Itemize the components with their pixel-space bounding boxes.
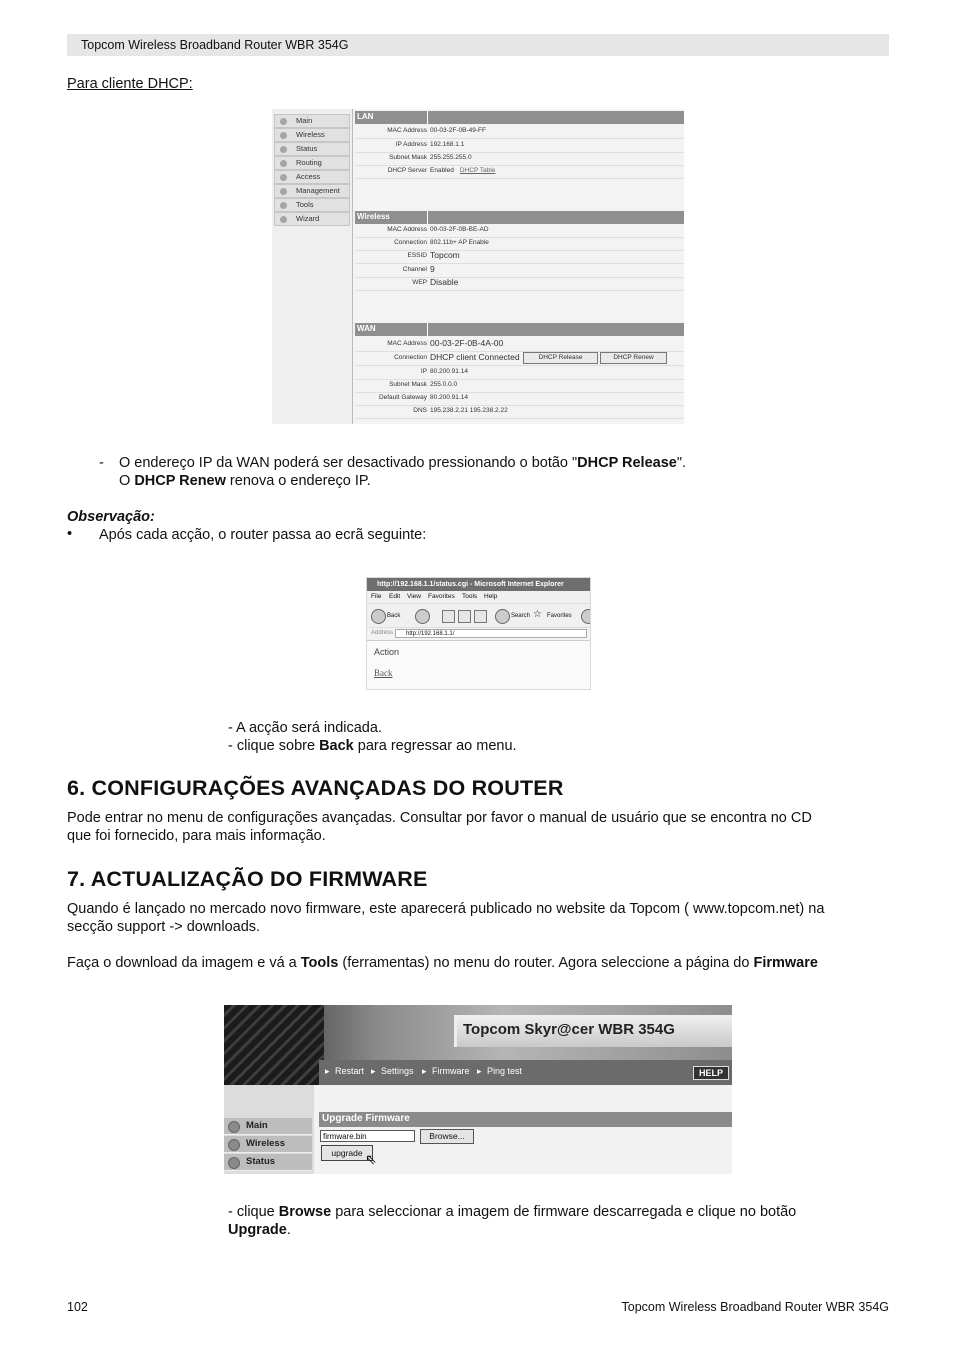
nav-restart[interactable]: Restart <box>335 1066 365 1076</box>
lan-mac-row: MAC Address 00-03-2F-0B-49-FF <box>355 125 684 139</box>
favorites-label: Favorites <box>547 613 572 619</box>
wireless-channel-row: Channel 9 <box>355 264 684 278</box>
menu-help[interactable]: Help <box>484 593 498 600</box>
triangle-icon: ▸ <box>477 1066 482 1076</box>
bullet-icon <box>280 146 287 153</box>
footer-title: Topcom Wireless Broadband Router WBR 354G <box>621 1300 889 1314</box>
star-icon[interactable]: ☆ <box>533 609 542 620</box>
bullet-icon <box>280 202 287 209</box>
note-title: Observação: <box>67 509 155 525</box>
nav-item-tools[interactable]: Tools <box>274 198 350 212</box>
nav-item-routing[interactable]: Routing <box>274 156 350 170</box>
wireless-mac-row: MAC Address 00-03-2F-0B-BE-AD <box>355 224 684 238</box>
menu-favorites[interactable]: Favorites <box>428 593 455 600</box>
home-icon[interactable] <box>474 610 487 623</box>
firmware-screenshot <box>224 1005 732 1174</box>
lan-ip-row: IP Address 192.168.1.1 <box>355 139 684 153</box>
side-item-main[interactable]: Main <box>224 1118 312 1135</box>
nav-settings[interactable]: Settings <box>381 1066 414 1076</box>
section-7-line-3: Faça o download da imagem e vá a Tools (ferramentas) no menu do router. Agora seleccione a página do Firmware <box>67 955 818 971</box>
forward-icon[interactable] <box>415 609 430 624</box>
back-link[interactable]: Back <box>374 668 393 678</box>
stop-icon[interactable] <box>442 610 455 623</box>
nav-ping-test[interactable]: Ping test <box>487 1066 523 1076</box>
page-number: 102 <box>67 1300 88 1314</box>
product-title: Topcom Skyr@cer WBR 354G <box>463 1021 675 1038</box>
section-7-title: 7. ACTUALIZAÇÃO DO FIRMWARE <box>67 867 428 891</box>
menu-file[interactable]: File <box>371 593 382 600</box>
lan-section-header: LAN <box>355 111 684 124</box>
lan-mask-row: Subnet Mask 255.255.255.0 <box>355 152 684 166</box>
search-label: Search <box>511 613 531 619</box>
address-label: Address <box>371 630 394 636</box>
browser-menu-bar <box>367 591 590 603</box>
nav-item-access[interactable]: Access <box>274 170 350 184</box>
firmware-nav-bar <box>319 1060 732 1085</box>
dhcp-release-button[interactable]: DHCP Release <box>523 352 598 364</box>
upgrade-firmware-header: Upgrade Firmware <box>319 1112 732 1127</box>
search-icon[interactable] <box>495 609 510 624</box>
lan-dhcp-row: DHCP Server Enabled DHCP Table <box>355 165 684 179</box>
menu-edit[interactable]: Edit <box>389 593 401 600</box>
browser-toolbar <box>367 603 590 628</box>
side-item-status[interactable]: Status <box>224 1154 312 1171</box>
firmware-file-input[interactable]: firmware.bin <box>320 1130 415 1142</box>
bullet-icon <box>228 1121 240 1133</box>
bullet-icon <box>280 132 287 139</box>
nav-item-main[interactable]: Main <box>274 114 350 128</box>
dhcp-renew-button[interactable]: DHCP Renew <box>600 352 667 364</box>
section-7-line-1: Quando é lançado no mercado novo firmware, este aparecerá publicado no website da Topcom ( www.topcom.net) na <box>67 901 825 917</box>
wireless-wep-row: WEP Disable <box>355 277 684 291</box>
note-bullet: • <box>67 526 73 542</box>
bullet-icon <box>228 1157 240 1169</box>
wan-ip-row: IP 80.200.91.14 <box>355 366 684 380</box>
help-button[interactable]: HELP <box>693 1066 729 1080</box>
product-title-box <box>454 1015 732 1047</box>
side-item-wireless[interactable]: Wireless <box>224 1136 312 1153</box>
menu-tools[interactable]: Tools <box>462 593 478 600</box>
triangle-icon: ▸ <box>325 1066 330 1076</box>
section-6-line-1: Pode entrar no menu de configurações avançadas. Consultar por favor o manual de usuário que se encontra no CD <box>67 810 812 826</box>
header-title: Topcom Wireless Broadband Router WBR 354G <box>81 38 349 52</box>
bullet-icon <box>228 1139 240 1151</box>
wan-release-text: O endereço IP da WAN poderá ser desactivado pressionando o botão "DHCP Release". O DHCP Renew renova o endereço IP. <box>119 455 687 489</box>
wireless-section-header: Wireless <box>355 211 684 224</box>
menu-view[interactable]: View <box>407 593 421 600</box>
status-nav <box>272 109 353 424</box>
triangle-icon: ▸ <box>422 1066 427 1076</box>
address-bar <box>367 627 590 641</box>
note-text: Após cada acção, o router passa ao ecrã seguinte: <box>99 527 427 543</box>
wireless-conn-row: Connection 802.11b+ AP Enable <box>355 237 684 251</box>
wan-conn-row: Connection DHCP client Connected DHCP Release DHCP Renew <box>355 352 684 366</box>
nav-item-management[interactable]: Management <box>274 184 350 198</box>
action-indicated-text: - A acção será indicada. <box>228 720 382 736</box>
bullet-icon <box>280 188 287 195</box>
triangle-icon: ▸ <box>371 1066 376 1076</box>
back-icon[interactable] <box>371 609 386 624</box>
refresh-icon[interactable] <box>458 610 471 623</box>
section-7-line-2: secção support -> downloads. <box>67 919 261 935</box>
bullet-icon <box>280 174 287 181</box>
section-6-line-2: que foi fornecido, para mais informação. <box>67 828 326 844</box>
browse-button[interactable]: Browse... <box>420 1129 474 1144</box>
address-input[interactable]: http://192.168.1.1/ <box>395 629 587 638</box>
action-text: Action <box>374 647 400 657</box>
firmware-side-menu <box>224 1085 314 1174</box>
dhcp-table-link[interactable]: DHCP Table <box>459 167 496 174</box>
click-back-text: - clique sobre Back para regressar ao menu. <box>228 738 517 754</box>
wan-section-header: WAN <box>355 323 684 336</box>
nav-firmware[interactable]: Firmware <box>432 1066 470 1076</box>
back-label: Back <box>387 613 401 619</box>
nav-item-wizard[interactable]: Wizard <box>274 212 350 226</box>
wan-gateway-row: Default Gateway 80.200.91.14 <box>355 392 684 406</box>
browse-instruction: - clique Browse para seleccionar a imagem de firmware descarregada e clique no botão Upgrade. <box>228 1204 797 1238</box>
circuit-board-image <box>224 1005 324 1085</box>
browser-screenshot <box>366 577 591 690</box>
upgrade-button[interactable]: upgrade <box>321 1145 373 1161</box>
bullet-icon <box>280 118 287 125</box>
media-icon[interactable] <box>581 609 591 624</box>
section-6-title: 6. CONFIGURAÇÕES AVANÇADAS DO ROUTER <box>67 776 564 800</box>
wireless-essid-row: ESSID Topcom <box>355 250 684 264</box>
nav-item-status[interactable]: Status <box>274 142 350 156</box>
bullet-icon <box>280 216 287 223</box>
wan-mac-row: MAC Address 00-03-2F-0B-4A-00 <box>355 338 684 352</box>
dhcp-client-label: Para cliente DHCP: <box>67 76 193 92</box>
mouse-cursor-icon: ⇖ <box>365 1151 377 1167</box>
wan-mask-row: Subnet Mask 255.0.0.0 <box>355 379 684 393</box>
nav-item-wireless[interactable]: Wireless <box>274 128 350 142</box>
router-status-screenshot <box>272 109 684 424</box>
dash-marker: - <box>99 455 104 471</box>
wan-dns-row: DNS 195.238.2.21 195.238.2.22 <box>355 405 684 419</box>
bullet-icon <box>280 160 287 167</box>
browser-title-bar: http://192.168.1.1/status.cgi - Microsoft Internet Explorer <box>367 578 590 591</box>
